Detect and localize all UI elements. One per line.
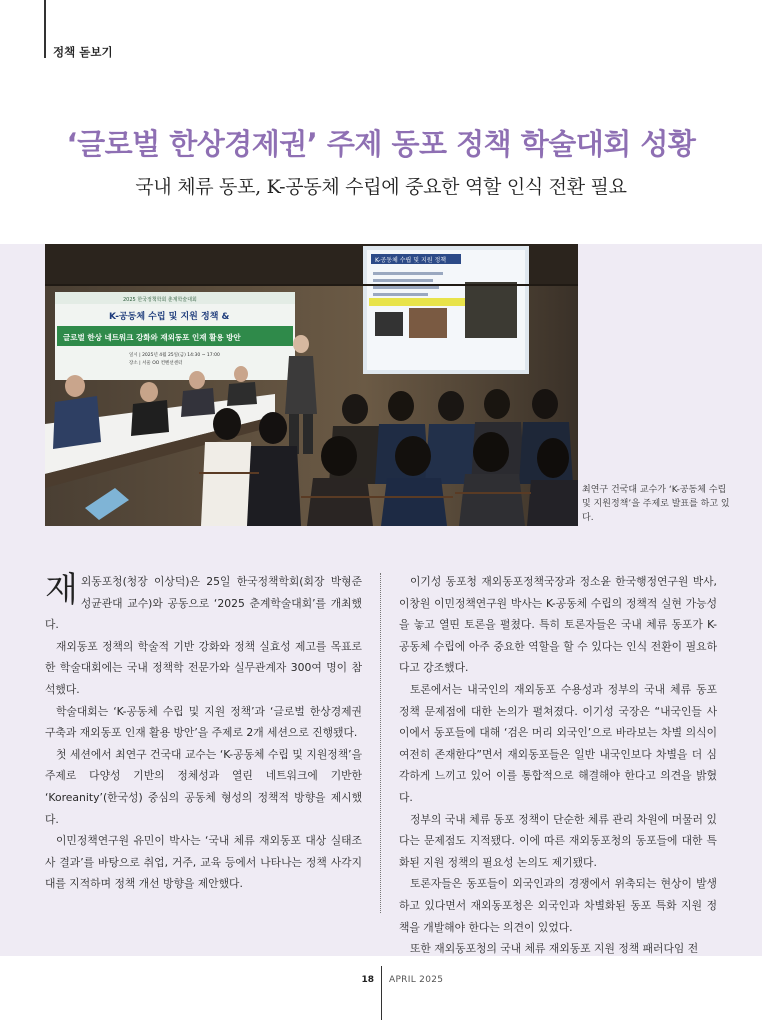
paragraph: 이기성 동포청 재외동포정책국장과 정소윤 한국행정연구원 박사, 이창원 이민정책연구원 박사는 K-공동체 수립의 정책적 실현 가능성을 놓고 열띤 토론을 펼쳤다. 특히 토론자들은 국내 체류 동포가 K-공동체 수립에 아주 중요한 역할을 할 수 있다는 인식 전환이 필요하다고 강조했다.: [399, 575, 717, 675]
paragraph: 또한 재외동포청의 국내 체류 재외동포 지원 정책 패러다임 전: [410, 942, 699, 956]
footer-rule: [381, 966, 382, 1020]
banner-line2: 글로벌 한상 네트워크 강화와 재외동포 인재 활용 방안: [63, 333, 241, 342]
page-title: ‘글로벌 한상경제권’ 주제 동포 정책 학술대회 성황: [66, 127, 696, 161]
page-subtitle: 국내 체류 동포, K-공동체 수립에 중요한 역할 인식 전환 필요: [135, 176, 627, 198]
event-photo: [45, 244, 578, 526]
column-divider: [380, 573, 381, 913]
paragraph: 재외동포 정책의 학술적 기반 강화와 정책 실효성 제고를 목표로 한 학술대회에는 국내 정책학 전문가와 실무관계자 300여 명이 참석했다.: [45, 639, 362, 696]
slide-title: K-공동체 수립 및 지원 정책: [375, 257, 447, 264]
paragraph: 재외동포청(청장 이상덕)은 25일 한국정책학회(회장 박형준 성균관대 교수)와 공동으로 ‘2025 춘계학술대회’를 개최했다.: [45, 570, 362, 632]
paragraph: 첫 세션에서 최연구 건국대 교수는 ‘K-공동체 수립 및 지원정책’을 주제로 다양성 기반의 정체성과 열린 네트워크에 기반한 ‘Koreanity’(한국성) 중심의 공동체 형성의 정책적 방향을 제시했다.: [45, 747, 362, 826]
photo-caption: 최연구 건국대 교수가 ‘K-공동체 수립 및 지원정책’을 주제로 발표를 하고 있다.: [582, 485, 730, 523]
article-column-right: [399, 571, 717, 960]
paragraph: 토론에서는 내국인의 재외동포 수용성과 정부의 국내 체류 동포 정책 문제점에 대한 논의가 펼쳐졌다. 이기성 국장은 “내국인들 사이에서 동포들에 대해 ‘검은 머리 외국인’으로 바라보는 차별 의식이 여전히 존재한다”면서 재외동포들은 일반 내국인보다 차별을 더 심각하게 느끼고 있어 이를 통합적으로 해결해야 한다고 의견을 밝혔다.: [399, 682, 717, 804]
section-label: 정책 돋보기: [53, 45, 113, 59]
paragraph: 토론자들은 동포들이 외국인과의 경쟁에서 위축되는 현상이 발생하고 있다면서 재외동포청은 외국인과 차별화된 동포 특화 지원 정책을 개발해야 한다는 의견이 있었다.: [399, 877, 717, 934]
issue-label: APRIL 2025: [389, 975, 444, 985]
paragraph: 이민정책연구원 유민이 박사는 ‘국내 체류 재외동포 대상 실태조사 결과’를 바탕으로 취업, 거주, 교육 등에서 나타나는 정책 사각지대를 지적하며 정책 개선 방향을 제안했다.: [45, 834, 362, 891]
drop-cap: 재: [45, 570, 78, 610]
paragraph: 학술대회는 ‘K-공동체 수립 및 지원 정책’과 ‘글로벌 한상경제권 구축과 재외동포 인재 활용 방안’을 주제로 2개 세션으로 진행됐다.: [45, 704, 362, 740]
article-column-left: [45, 571, 362, 895]
header-rule: [44, 0, 46, 58]
banner-place: 장소 | 서울 OO 컨벤션센터: [129, 361, 183, 366]
banner-line1: K-공동체 수립 및 지원 정책 &: [109, 312, 230, 322]
page-number: 18: [361, 975, 374, 985]
banner-top: 2025 한국정책학회 춘계학술대회: [123, 297, 197, 303]
paragraph: 정부의 국내 체류 동포 정책이 단순한 체류 관리 차원에 머물러 있다는 문제점도 지적됐다. 이에 따른 재외동포청의 동포들에 대한 특화된 지원 정책의 필요성 논의도 제기됐다.: [399, 812, 717, 869]
banner-date: 일시 | 2025년 4월 25일(금) 14:30 ~ 17:00: [129, 353, 220, 358]
